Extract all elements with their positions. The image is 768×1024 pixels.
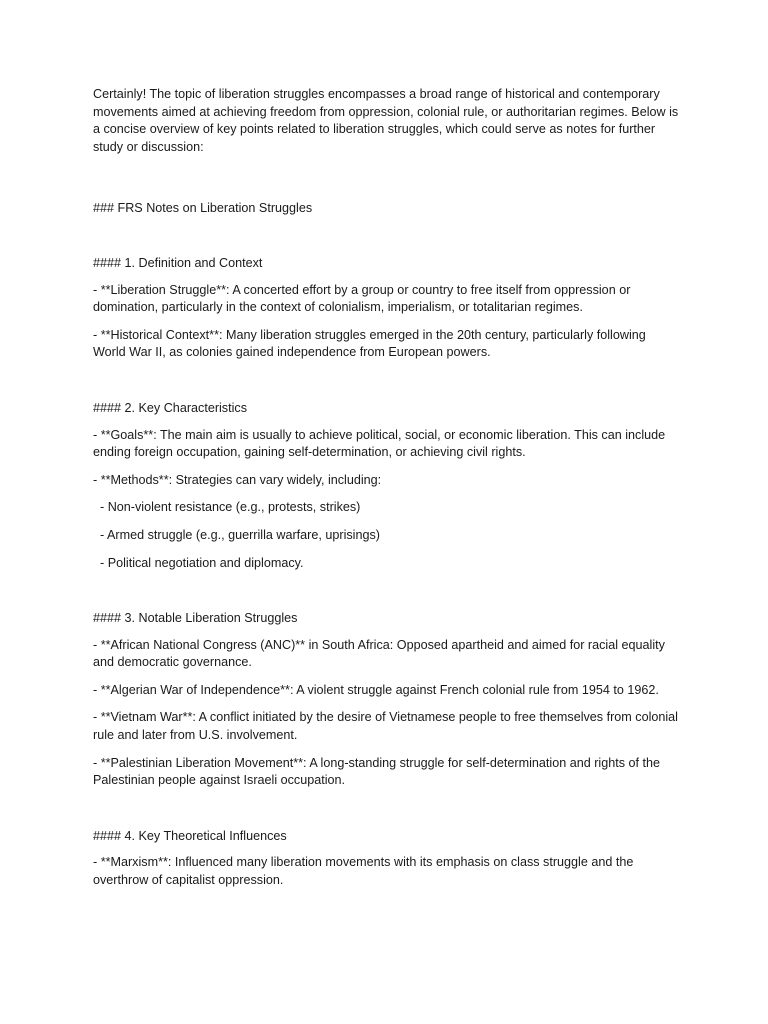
list-item: - **Methods**: Strategies can vary widely, including: <box>93 472 382 487</box>
list-item: - **Palestinian Liberation Movement**: A long-standing struggle for self-determination and rights of the Palestinian people against Israeli occupation. <box>93 755 661 788</box>
list-item: - **Marxism**: Influenced many liberation movements with its emphasis on class struggle and the overthrow of capitalist oppression. <box>93 855 634 888</box>
section-heading: #### 2. Key Characteristics <box>93 400 247 415</box>
document-title: ### FRS Notes on Liberation Struggles <box>93 201 313 216</box>
section-heading: #### 1. Definition and Context <box>93 255 263 270</box>
list-item: - **Liberation Struggle**: A concerted effort by a group or country to free itself from oppression or domination, particularly in the context of colonialism, imperialism, or totalitarian regimes. <box>93 282 631 315</box>
section-heading: #### 4. Key Theoretical Influences <box>93 828 287 843</box>
document-body <box>93 86 681 900</box>
list-item: - **African National Congress (ANC)** in South Africa: Opposed apartheid and aimed for racial equality and democratic governance. <box>93 637 665 670</box>
list-item: - **Historical Context**: Many liberation struggles emerged in the 20th century, particularly following World War II, as colonies gained independence from European powers. <box>93 327 646 360</box>
sub-list-item: - Non-violent resistance (e.g., protests, strikes) <box>100 500 361 515</box>
sub-list-item: - Political negotiation and diplomacy. <box>100 555 304 570</box>
list-item: - **Vietnam War**: A conflict initiated by the desire of Vietnamese people to free themselves from colonial rule and later from U.S. involvement. <box>93 710 678 743</box>
intro-paragraph: Certainly! The topic of liberation struggles encompasses a broad range of historical and contemporary movements aimed at achieving freedom from oppression, colonial rule, or authoritarian regimes. Below is a concise overview of key points related to liberation struggles, which could serve as notes for further study or discussion: <box>93 87 679 154</box>
sub-list-item: - Armed struggle (e.g., guerrilla warfare, uprisings) <box>100 527 380 542</box>
list-item: - **Goals**: The main aim is usually to achieve political, social, or economic liberation. This can include ending foreign occupation, gaining self-determination, or achieving civil rights. <box>93 427 666 460</box>
list-item: - **Algerian War of Independence**: A violent struggle against French colonial rule from 1954 to 1962. <box>93 682 659 697</box>
section-heading: #### 3. Notable Liberation Struggles <box>93 611 298 626</box>
